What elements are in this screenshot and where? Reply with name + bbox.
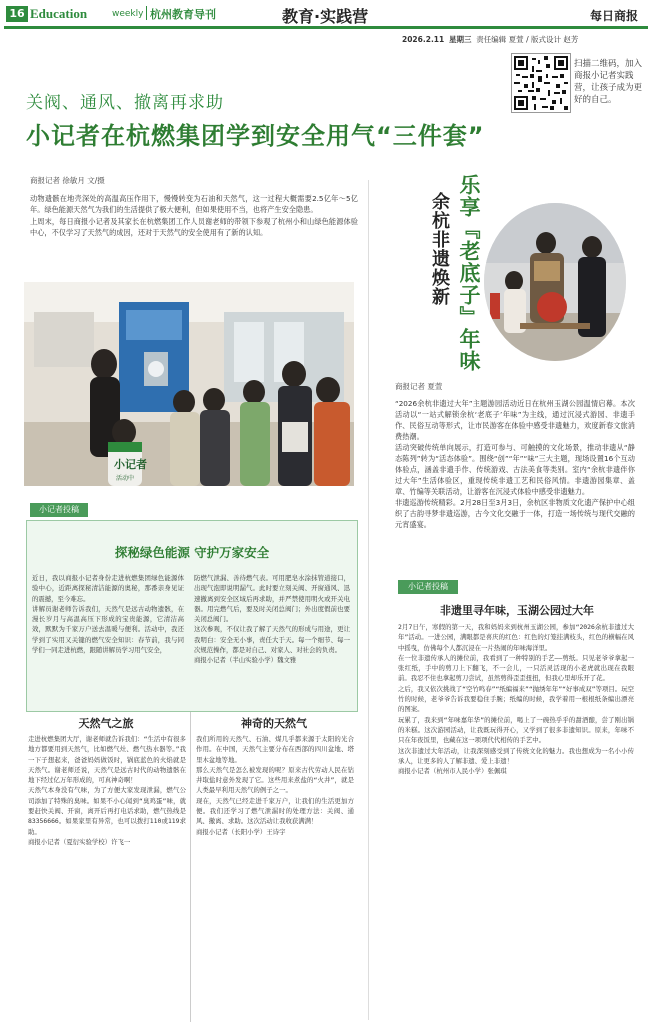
lead-paragraph-2: 上周末，每日商报小记者及其家长在杭燃集团工作人员谢老师的带领下参观了杭州小和山绿色能源体验中心，不仅学习了天然气的成因，还对于天然气的安全使用有了新的认知。: [30, 217, 358, 237]
vertical-title-line2: 余杭非遗焕新: [429, 192, 450, 306]
essay-title: 探秘绿色能源 守护万家安全: [114, 545, 270, 560]
qr-code-icon[interactable]: [511, 53, 571, 113]
column-left-title: 天然气之旅: [78, 717, 134, 730]
weekday: 星期三: [449, 35, 472, 44]
right-column-body: 2月7日午，寒假的第一天，我和妈妈来到杭州玉湖公园，参加“2026余杭非遗过大年”活动。一进公园，满眼都是喜庆的红色：红色的灯笼挂满枝头，红色的横幅在风中摇曳，仿佛每个人都沉浸在一片热闹的年味海洋里。 在一位非遗传承人的摊位前，我看到了一种特别的手艺——剪纸。只见老爷爷拿起一张红纸，手中的剪刀上下翻飞，不一会儿，一只活灵活现的小老虎就出现在我眼前。我忍不住也拿起剪刀尝试，虽然剪得歪歪扭扭，但我心里却乐开了花。 之后，我又依次挑战了“空竹鸣春”“纸编福来”“抛绣年年”“好事成双”等项目。玩空竹的时候，老爷爷告诉我要稳住手腕；纸编的时候，我学着用一根根纸条编出漂亮的图案。 玩累了，我来到“年味嘉年华”的摊位前，喝上了一碗热乎乎的甜酒酿，尝了刚出锅的米糕。这次游园活动，让我既玩得开心，又学到了很多非遗知识。原来，年味不只在年夜饭里，也藏在这一项项代代相传的手艺中。 这次非遗过大年活动，让我深刻感受到了传统文化的魅力。我也想成为一名小小传承人，让更多的人了解非遗、爱上非遗！ 商报小记者（杭州市人民小学）张佩琪: [398, 623, 634, 776]
lead-paragraph-1: 动物遗骸在地壳深处的高温高压作用下，慢慢转变为石油和天然气，这一过程大概需要2.5亿年～5亿年。绿色能源天然气为我们的生活提供了极大便利，但如果使用不当，也将产生安全隐患。: [30, 194, 358, 214]
qr-caption: 扫描二维码，加入商报小记者实践营，让孩子成为更好的自己。: [574, 59, 643, 105]
brand-separator: [146, 6, 147, 20]
essay-column-2: 防燃气泄漏、善待燃气表。可用肥皂水涂抹管道接口，出现气泡即说明漏气。此时要立刻关阀、开窗通风、迅速撤离到安全区域后再求助，并严禁使用明火或开关电器。用完燃气后，要及时关闭总阀门；外出度假前也要关闭总阀门。 这次参观，不仅让我了解了天然气的形成与用途，更让我明白：安全无小事，责任大于天。每一个细节、每一次规范操作，都是对自己、对家人、对社会的负责。 商报小记者（半山实验小学）魏文雅: [194, 574, 350, 665]
article-kicker: 关阀、通风、撤离再求助: [26, 93, 224, 113]
vertical-title-main: 乐享『老底子』年味: [457, 174, 481, 372]
brand-weekly: weekly: [112, 9, 144, 19]
date: 2026.2.11: [402, 35, 445, 44]
feature-lead: “2026余杭非遗过大年”主题游园活动近日在杭州玉湖公园温情启幕。本次活动以“一站式解锁余杭‘老底子’年味”为主线，通过沉浸式游园、非遗手作、民俗互动等形式，让市民游客在体验中感受非遗魅力，欢度新春文旅消费热潮。 活动突破传统单向展示，打造可参与、可触摸的文化场景，推动非遗从“静态陈列”转为“活态体验”。围绕“创”“年”“味”三大主题，现场设置16个互动体验点，涵盖非遗手作、传统游戏、古法美食等类别。室内“余杭非遗伴你过大年”生活体验区，重现传统非遗工艺和民俗风情。非遗游园集章、盖章、竹编等关联活动，让游客在沉浸式体验中感受非遗魅力。 非遗巡游传统精彩。2月28日至3月3日，余杭区非物质文化遗产保护中心组织了古韵寻梦非遗巡游，古今文化交融于一体，打造一场传统与现代交融的元宵盛宴。: [395, 399, 635, 529]
editor-credits: 责任编辑 夏萱 / 版式设计 赵芳: [476, 35, 579, 44]
contributor-tag-right: 小记者投稿: [398, 580, 458, 594]
svg-text:小记者: 小记者: [114, 459, 147, 471]
right-column-title: 非遗里寻年味，玉湖公园过大年: [440, 604, 594, 617]
contributor-tag: 小记者投稿: [30, 503, 88, 517]
brand-chinese: 杭州教育导刊: [150, 8, 216, 21]
gas-center-photo: [24, 282, 354, 486]
svg-text:活动中: 活动中: [116, 476, 135, 482]
newspaper-name: 每日商报: [590, 9, 639, 23]
article-byline: 商报记者 徐敏月 文/摄: [30, 176, 105, 185]
feature-byline: 商报记者 夏萱: [395, 382, 443, 391]
brand-education: Education: [30, 6, 88, 21]
page-number: 16: [6, 6, 28, 22]
column-divider: [190, 712, 191, 1022]
dateline: [402, 34, 578, 45]
column-left-body: 走进杭燃集团大厅，谢老师就告诉我们：“生活中有很多地方都要用到天然气，比如燃气灶、燃气热水器等。”我一下子想起来，爸爸妈妈做饭时，锅底蓝色的火焰就是天然气。谢老师还说，天然气是远古时代的动物遗骸在地下经过亿万年形成的，可真神奇啊！ 天然气本身没有气味，为了方便大家发现泄漏，燃气公司添加了特殊的臭味。如果不小心闻到“臭鸡蛋”味，就要赶快关阀、开窗，离开后再打电话求助，燃气热线是83356666。如果家里有异常，也可以拨打110或119求助。 商报小记者（夏衍实验学校）许飞一: [28, 735, 186, 846]
article-headline: 小记者在杭燃集团学到安全用气“三件套”: [26, 122, 485, 150]
heritage-event-photo: [484, 203, 626, 361]
column-middle-title: 神奇的天然气: [241, 717, 307, 730]
column-middle-body: 我们所用的天然气、石油、煤几乎都来源于太阳的光合作用。在中国，天然气主要分布在西部的四川盆地、塔里木盆地等地。 那么天然气是怎么被发现的呢？原来古代劳动人民在钻井取盐时意外发现了它。这些用来煮盐的“火井”，就是人类最早利用天然气的例子之一。 现在，天然气已经走进千家万户，让我们的生活更加方便。我们还学习了燃气泄漏时的处理方法：关阀、通风、撤离、求助。这次活动让我收获满满！ 商报小记者（长阳小学）王诗宇: [196, 735, 354, 836]
essay-column-1: 近日，我以商报小记者身份走进杭燃集团绿色能源体验中心，近距离探秘清洁能源的奥秘，那番亲身见证的震撼，至今难忘。 讲解员谢老师告诉我们，天然气是远古动物遗骸，在漫长岁月与高温高压下形成的宝贵能源，它清洁高效，默默为千家万户送去温暖与便利。活动中，我还学到了实用又关键的燃气安全知识：春节前，我与同学们一同走进杭燃，跟随讲解员学习用气安全，: [32, 574, 184, 655]
page-divider: [368, 180, 369, 1020]
section-title: 教育·实践营: [282, 7, 369, 26]
masthead-rule: [4, 26, 648, 29]
